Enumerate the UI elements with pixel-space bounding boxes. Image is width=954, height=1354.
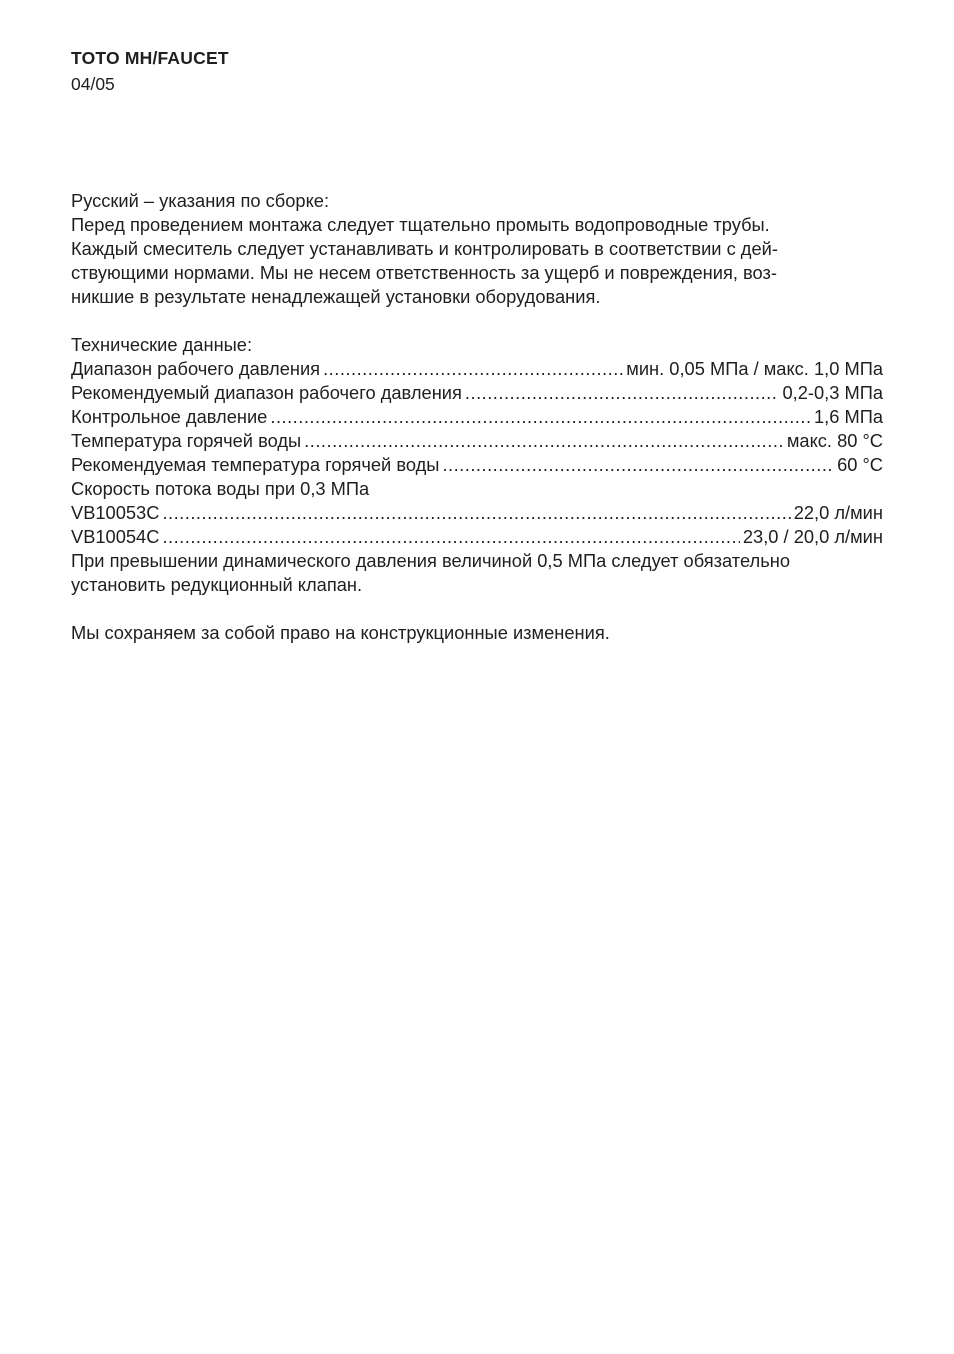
spec-row-test-pressure bbox=[71, 405, 883, 429]
spec-label: Температура горячей воды bbox=[71, 430, 302, 451]
flow-heading: Скорость потока воды при 0,3 МПа bbox=[71, 478, 370, 499]
document-body bbox=[71, 189, 883, 645]
paragraph-gap bbox=[71, 309, 883, 333]
pressure-note-line: При превышении динамического давления величиной 0,5 МПа следует обязательно bbox=[71, 550, 790, 571]
spec-label: Контрольное давление bbox=[71, 406, 268, 427]
spec-label: Диапазон рабочего давления bbox=[71, 358, 321, 379]
flow-row-vb10054c bbox=[71, 525, 883, 549]
spec-value: макс. 80 °C bbox=[786, 430, 883, 451]
dot-leader bbox=[442, 453, 834, 477]
assembly-text-line: ствующими нормами. Мы не несем ответственность за ущерб и повреждения, воз- bbox=[71, 262, 777, 283]
assembly-heading: Русский – указания по сборке: bbox=[71, 190, 330, 211]
spec-value: 0,2-0,3 МПа bbox=[782, 382, 883, 403]
technical-heading: Технические данные: bbox=[71, 334, 253, 355]
paragraph-gap bbox=[71, 597, 883, 621]
spec-value: мин. 0,05 МПа / макс. 1,0 МПа bbox=[626, 358, 883, 379]
spec-row-working-pressure bbox=[71, 357, 883, 381]
assembly-text-line: Каждый смеситель следует устанавливать и контролировать в соответствии с дей- bbox=[71, 238, 778, 259]
dot-leader bbox=[323, 357, 623, 381]
document-header bbox=[71, 47, 229, 95]
spec-label: Рекомендуемый диапазон рабочего давления bbox=[71, 382, 462, 403]
model-label: VB10053C bbox=[71, 502, 160, 523]
spec-value: 1,6 МПа bbox=[813, 406, 883, 427]
assembly-text-line: никшие в результате ненадлежащей установки оборудования. bbox=[71, 286, 601, 307]
document-title: TOTO MH/FAUCET bbox=[71, 48, 229, 68]
spec-row-recommended-hot-water-temperature bbox=[71, 453, 883, 477]
document-version: 04/05 bbox=[71, 74, 115, 94]
pressure-note-line: установить редукционный клапан. bbox=[71, 574, 363, 595]
footer-note: Мы сохраняем за собой право на конструкционные изменения. bbox=[71, 622, 610, 643]
spec-value: 60 °C bbox=[837, 454, 883, 475]
dot-leader bbox=[162, 525, 739, 549]
spec-label: Рекомендуемая температура горячей воды bbox=[71, 454, 440, 475]
spec-row-recommended-pressure bbox=[71, 381, 883, 405]
flow-value: 23,0 / 20,0 л/мин bbox=[742, 526, 883, 547]
spec-row-hot-water-temperature bbox=[71, 429, 883, 453]
model-label: VB10054C bbox=[71, 526, 160, 547]
assembly-text-line: Перед проведением монтажа следует тщательно промыть водопроводные трубы. bbox=[71, 214, 770, 235]
dot-leader bbox=[270, 405, 811, 429]
dot-leader bbox=[304, 429, 784, 453]
flow-value: 22,0 л/мин bbox=[793, 502, 883, 523]
flow-row-vb10053c bbox=[71, 501, 883, 525]
dot-leader bbox=[465, 381, 780, 405]
dot-leader bbox=[162, 501, 790, 525]
